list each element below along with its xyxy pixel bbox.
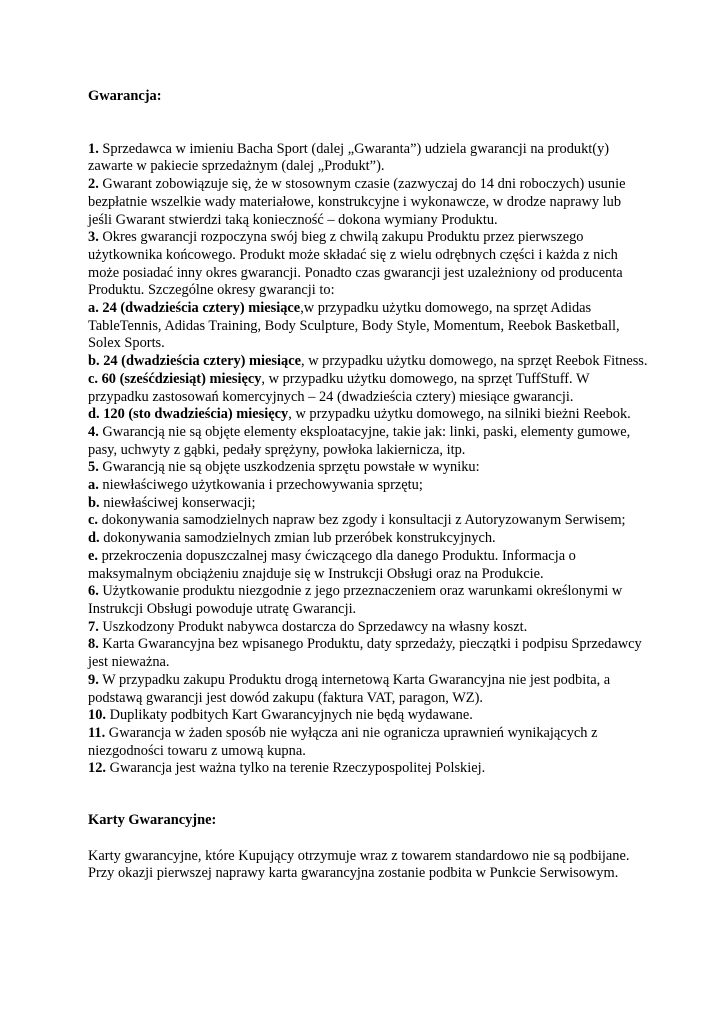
clause-number: 10.: [88, 707, 106, 724]
clause-number: b. 24 (dwadzieścia cztery) miesiące: [88, 353, 301, 370]
clause-5d: [88, 530, 648, 548]
clause-text: Duplikaty podbitych Kart Gwarancyjnych nie będą wydawane.: [106, 707, 473, 724]
clause-1: [88, 141, 648, 176]
clause-3c: [88, 371, 648, 406]
clause-text: Gwarancja w żaden sposób nie wyłącza ani nie ogranicza uprawnień wynikających z niezgodności towaru z umową kupna.: [88, 724, 598, 759]
clause-number: 3.: [88, 229, 99, 246]
clause-number: c. 60 (sześćdziesiąt) miesięcy: [88, 370, 262, 387]
clause-text: Okres gwarancji rozpoczyna swój bieg z chwilą zakupu Produktu przez pierwszego użytkownika końcowego. Produkt może składać się z wielu odrębnych części i każda z nich może posiadać inny okres gwarancji. Ponadto czas gwarancji jest uzależniony od producenta Produktu. Szczególne okresy gwarancji to:: [88, 229, 623, 299]
clause-text: Karta Gwarancyjna bez wpisanego Produktu, daty sprzedaży, pieczątki i podpisu Sprzedawcy jest nieważna.: [88, 636, 642, 671]
clause-number: 5.: [88, 459, 99, 476]
clause-text: ,w przypadku użytku domowego, na sprzęt Adidas TableTennis, Adidas Training, Body Sculpture, Body Style, Momentum, Reebok Basketball, Solex Sports.: [88, 300, 620, 352]
clause-number: 11.: [88, 724, 106, 741]
clause-text: Gwarancją nie są objęte uszkodzenia sprzętu powstałe w wyniku:: [98, 459, 480, 476]
document-page: [88, 88, 648, 883]
clause-text: , w przypadku użytku domowego, na silniki bieżni Reebok.: [288, 406, 631, 423]
clause-2: [88, 176, 648, 229]
clause-text: przekroczenia dopuszczalnej masy ćwiczącego dla danego Produktu. Informacja o maksymalnym obciążeniu znajduje się w Instrukcji Obsługi oraz na Produkcie.: [88, 547, 576, 582]
clause-text: Użytkowanie produktu niezgodnie z jego przeznaczeniem oraz warunkami określonymi w Instrukcji Obsługi powoduje utratę Gwarancji.: [88, 583, 623, 617]
clause-3d: [88, 406, 648, 424]
clause-text: Gwarancja jest ważna tylko na terenie Rzeczypospolitej Polskiej.: [106, 760, 486, 777]
clause-4: [88, 424, 648, 459]
clause-number: c.: [88, 512, 98, 529]
clause-3a: [88, 300, 648, 353]
karty-gwarancyjne-body: Karty gwarancyjne, które Kupujący otrzymuje wraz z towarem standardowo nie są podbijane. Przy okazji pierwszej naprawy karta gwarancyjna zostanie podbita w Punkcie Serwisowym.: [88, 847, 630, 882]
clause-number: e.: [88, 547, 98, 564]
clause-text: dokonywania samodzielnych zmian lub przeróbek konstrukcyjnych.: [99, 530, 496, 547]
clause-number: 8.: [88, 636, 99, 653]
clause-12: [88, 760, 648, 778]
section-title-gwarancja: Gwarancja:: [88, 88, 162, 104]
clause-text: Gwarant zobowiązuje się, że w stosownym czasie (zazwyczaj do 14 dni roboczych) usunie bezpłatnie wszelkie wady materiałowe, konstrukcyjne i wykonawcze, w drodze naprawy lub jeśli Gwarant stwierdzi taką konieczność – dokona wymiany Produktu.: [88, 176, 626, 228]
clause-text: , w przypadku użytku domowego, na sprzęt TuffStuff. W przypadku zastosowań komercyjnych – 24 (dwadzieścia cztery) miesiące gwarancji.: [88, 370, 590, 405]
clause-text: , w przypadku użytku domowego, na sprzęt Reebok Fitness.: [301, 353, 648, 370]
clause-number: d.: [88, 530, 100, 547]
clause-5b: [88, 495, 648, 513]
clause-number: 1.: [88, 140, 99, 157]
clause-5c: [88, 512, 648, 530]
clause-text: Uszkodzony Produkt nabywca dostarcza do Sprzedawcy na własny koszt.: [98, 618, 528, 635]
clause-8: [88, 636, 648, 671]
clause-number: 6.: [88, 583, 99, 600]
clause-number: a.: [88, 477, 99, 494]
clause-number: 2.: [88, 176, 99, 193]
clause-number: a. 24 (dwadzieścia cztery) miesiące: [88, 300, 301, 317]
clause-text: niewłaściwego użytkowania i przechowywania sprzętu;: [98, 477, 423, 494]
clause-number: 7.: [88, 618, 99, 635]
clause-10: [88, 707, 648, 725]
clause-text: dokonywania samodzielnych napraw bez zgody i konsultacji z Autoryzowanym Serwisem;: [98, 512, 626, 529]
clause-5a: [88, 477, 648, 495]
clause-number: 4.: [88, 423, 99, 440]
clause-text: Gwarancją nie są objęte elementy eksploatacyjne, takie jak: linki, paski, elementy gumowe, pasy, uchwyty z gąbki, pedały sprężyny, powłoka lakiernicza, itp.: [88, 423, 631, 458]
clause-3: [88, 229, 648, 300]
clause-number: 9.: [88, 671, 99, 688]
clause-7: [88, 619, 648, 637]
section-title-karty-gwarancyjne: Karty Gwarancyjne:: [88, 812, 217, 829]
warranty-clauses: [88, 141, 648, 778]
clause-text: niewłaściwej konserwacji;: [99, 494, 256, 511]
clause-number: d. 120 (sto dwadzieścia) miesięcy: [88, 406, 289, 423]
clause-3b: [88, 353, 648, 371]
clause-number: 12.: [88, 760, 106, 777]
clause-text: Sprzedawca w imieniu Bacha Sport (dalej „Gwaranta”) udziela gwarancji na produkt(y) zawarte w pakiecie sprzedażnym (dalej „Produkt”).: [88, 140, 610, 175]
clause-5: [88, 459, 648, 477]
clause-5e: [88, 548, 648, 583]
clause-11: [88, 725, 648, 760]
clause-text: W przypadku zakupu Produktu drogą internetową Karta Gwarancyjna nie jest podbita, a podstawą gwarancji jest dowód zakupu (faktura VAT, paragon, WZ).: [88, 671, 611, 706]
clause-9: [88, 672, 648, 707]
clause-6: [88, 583, 648, 618]
clause-number: b.: [88, 494, 100, 511]
